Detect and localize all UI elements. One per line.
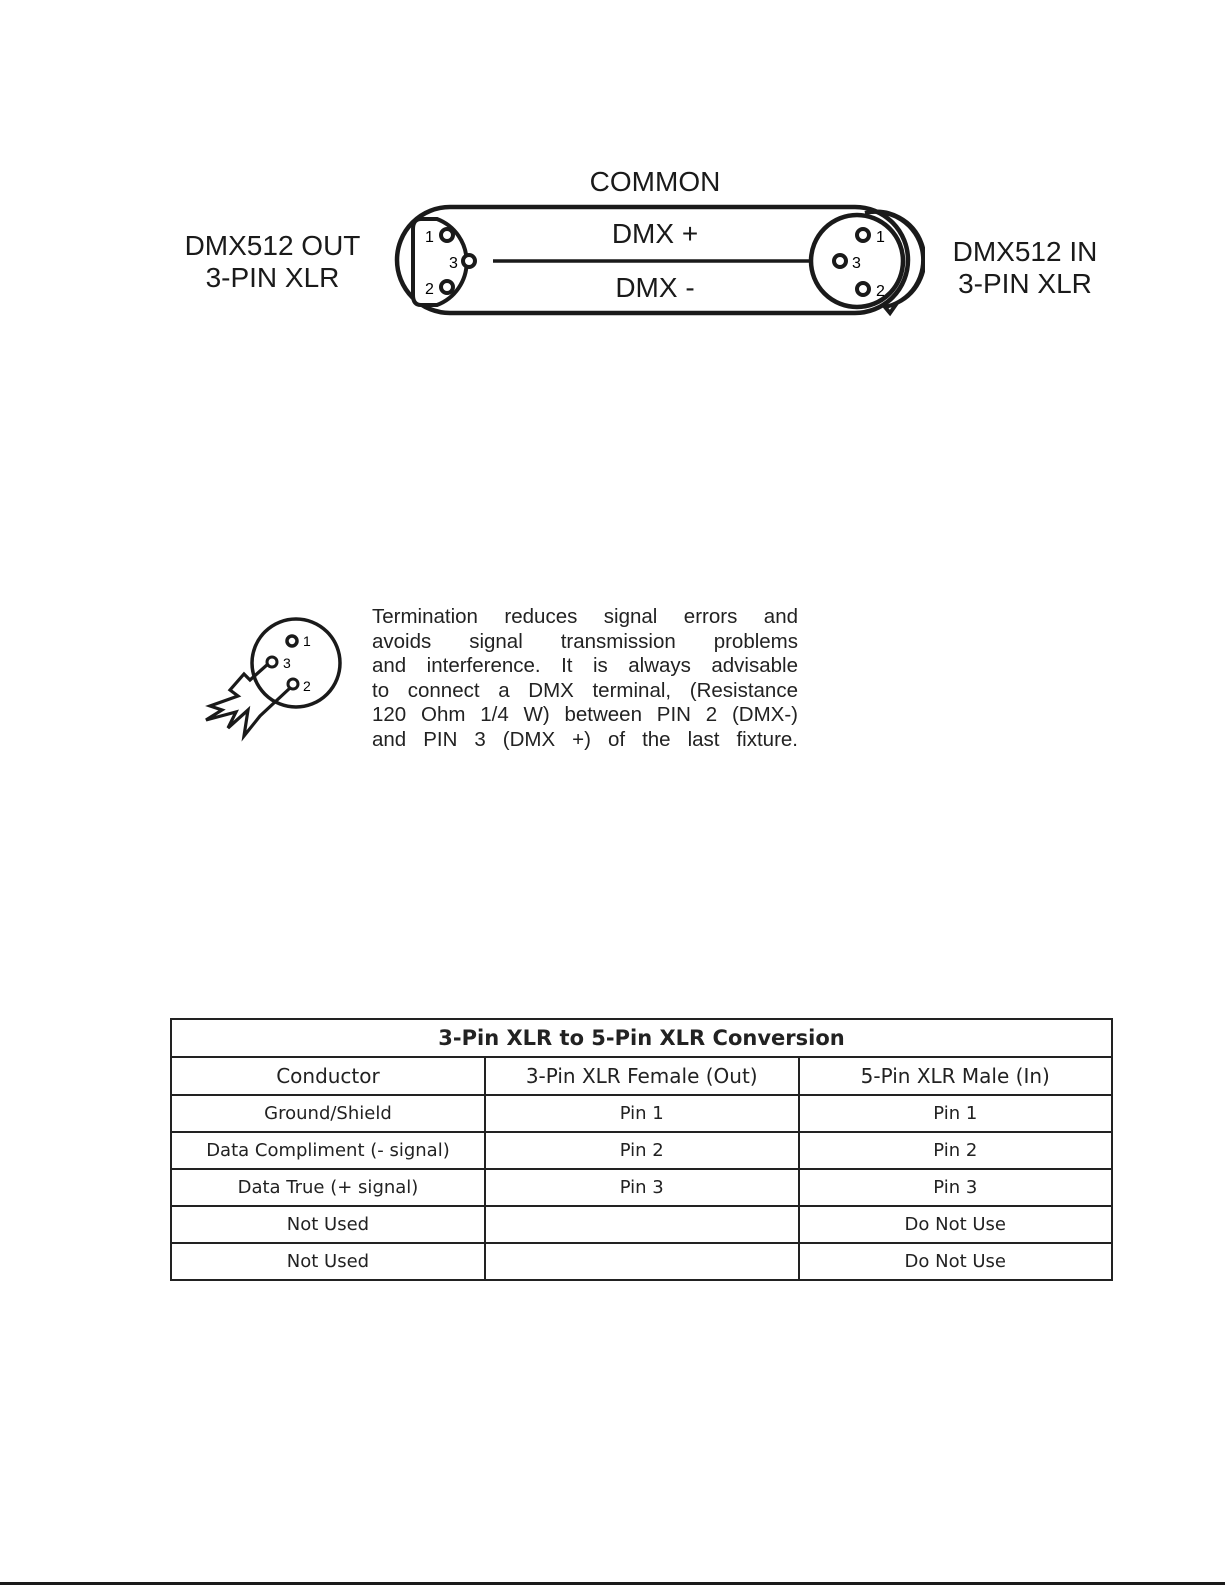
xlr-cable-diagram <box>385 195 925 325</box>
in-pin-3-label: 3 <box>852 255 861 272</box>
termination-line: 120 Ohm 1/4 W) between PIN 2 (DMX-) <box>372 703 798 726</box>
dmx-out-connector-label <box>165 230 380 294</box>
table-cell: Pin 1 <box>485 1095 799 1132</box>
table-cell: Data True (+ signal) <box>171 1169 485 1206</box>
xlr-out-connector-icon <box>413 219 475 305</box>
dmx-minus-label: DMX - <box>615 272 695 303</box>
dmx-in-connector-label <box>930 236 1120 300</box>
termination-line: and interference. It is always advisable <box>372 654 798 677</box>
dmx-in-line1: DMX512 IN <box>952 236 1098 267</box>
table-row <box>171 1206 1112 1243</box>
in-pin-2-label: 2 <box>876 283 885 300</box>
header-3pin-female: 3-Pin XLR Female (Out) <box>485 1057 799 1095</box>
header-conductor: Conductor <box>171 1057 485 1095</box>
header-5pin-male: 5-Pin XLR Male (In) <box>799 1057 1112 1095</box>
dmx-in-line2: 3-PIN XLR <box>958 268 1092 299</box>
table-cell: Ground/Shield <box>171 1095 485 1132</box>
table-cell <box>485 1206 799 1243</box>
term-pin-3-label: 3 <box>283 655 291 671</box>
out-pin-2-label: 2 <box>425 281 434 298</box>
table-title-row <box>171 1019 1112 1057</box>
table-cell <box>485 1243 799 1280</box>
in-pin-2 <box>857 283 869 295</box>
in-pin-3 <box>834 255 846 267</box>
termination-line: Termination reduces signal errors and <box>372 605 798 628</box>
table-cell: Pin 3 <box>799 1169 1112 1206</box>
termination-line: avoids signal transmission problems <box>372 629 798 653</box>
out-pin-1-label: 1 <box>425 229 434 246</box>
table-cell: Not Used <box>171 1206 485 1243</box>
table-row <box>171 1095 1112 1132</box>
table-row <box>171 1132 1112 1169</box>
termination-paragraph <box>372 605 798 752</box>
dmx-out-line2: 3-PIN XLR <box>205 262 340 293</box>
table-cell: Do Not Use <box>799 1206 1112 1243</box>
table-title: 3-Pin XLR to 5-Pin XLR Conversion <box>171 1019 1112 1057</box>
in-pin-1 <box>857 229 869 241</box>
term-pin-1-label: 1 <box>303 633 311 649</box>
table-cell: Pin 3 <box>485 1169 799 1206</box>
common-label: COMMON <box>589 166 721 197</box>
in-pin-1-label: 1 <box>876 229 885 246</box>
table-cell: Pin 2 <box>799 1132 1112 1169</box>
table-row <box>171 1169 1112 1206</box>
term-pin-2-label: 2 <box>303 678 311 694</box>
out-pin-2 <box>441 281 453 293</box>
termination-line: and PIN 3 (DMX +) of the last fixture. <box>372 727 798 751</box>
termination-plug-icon <box>200 608 350 748</box>
table-cell: Data Compliment (- signal) <box>171 1132 485 1169</box>
table-cell: Not Used <box>171 1243 485 1280</box>
termination-line: to connect a DMX terminal, (Resistance <box>372 678 798 702</box>
table-row <box>171 1243 1112 1280</box>
table-header-row <box>171 1057 1112 1095</box>
table-cell: Pin 1 <box>799 1095 1112 1132</box>
dmx-plus-label: DMX + <box>611 218 699 249</box>
table-cell: Pin 2 <box>485 1132 799 1169</box>
out-pin-1 <box>441 229 453 241</box>
out-pin-3-label: 3 <box>449 255 458 272</box>
out-pin-3 <box>463 255 475 267</box>
term-pin-1 <box>287 636 297 646</box>
dmx-out-line1: DMX512 OUT <box>184 230 361 261</box>
table-cell: Do Not Use <box>799 1243 1112 1280</box>
xlr-conversion-table <box>170 1018 1113 1281</box>
